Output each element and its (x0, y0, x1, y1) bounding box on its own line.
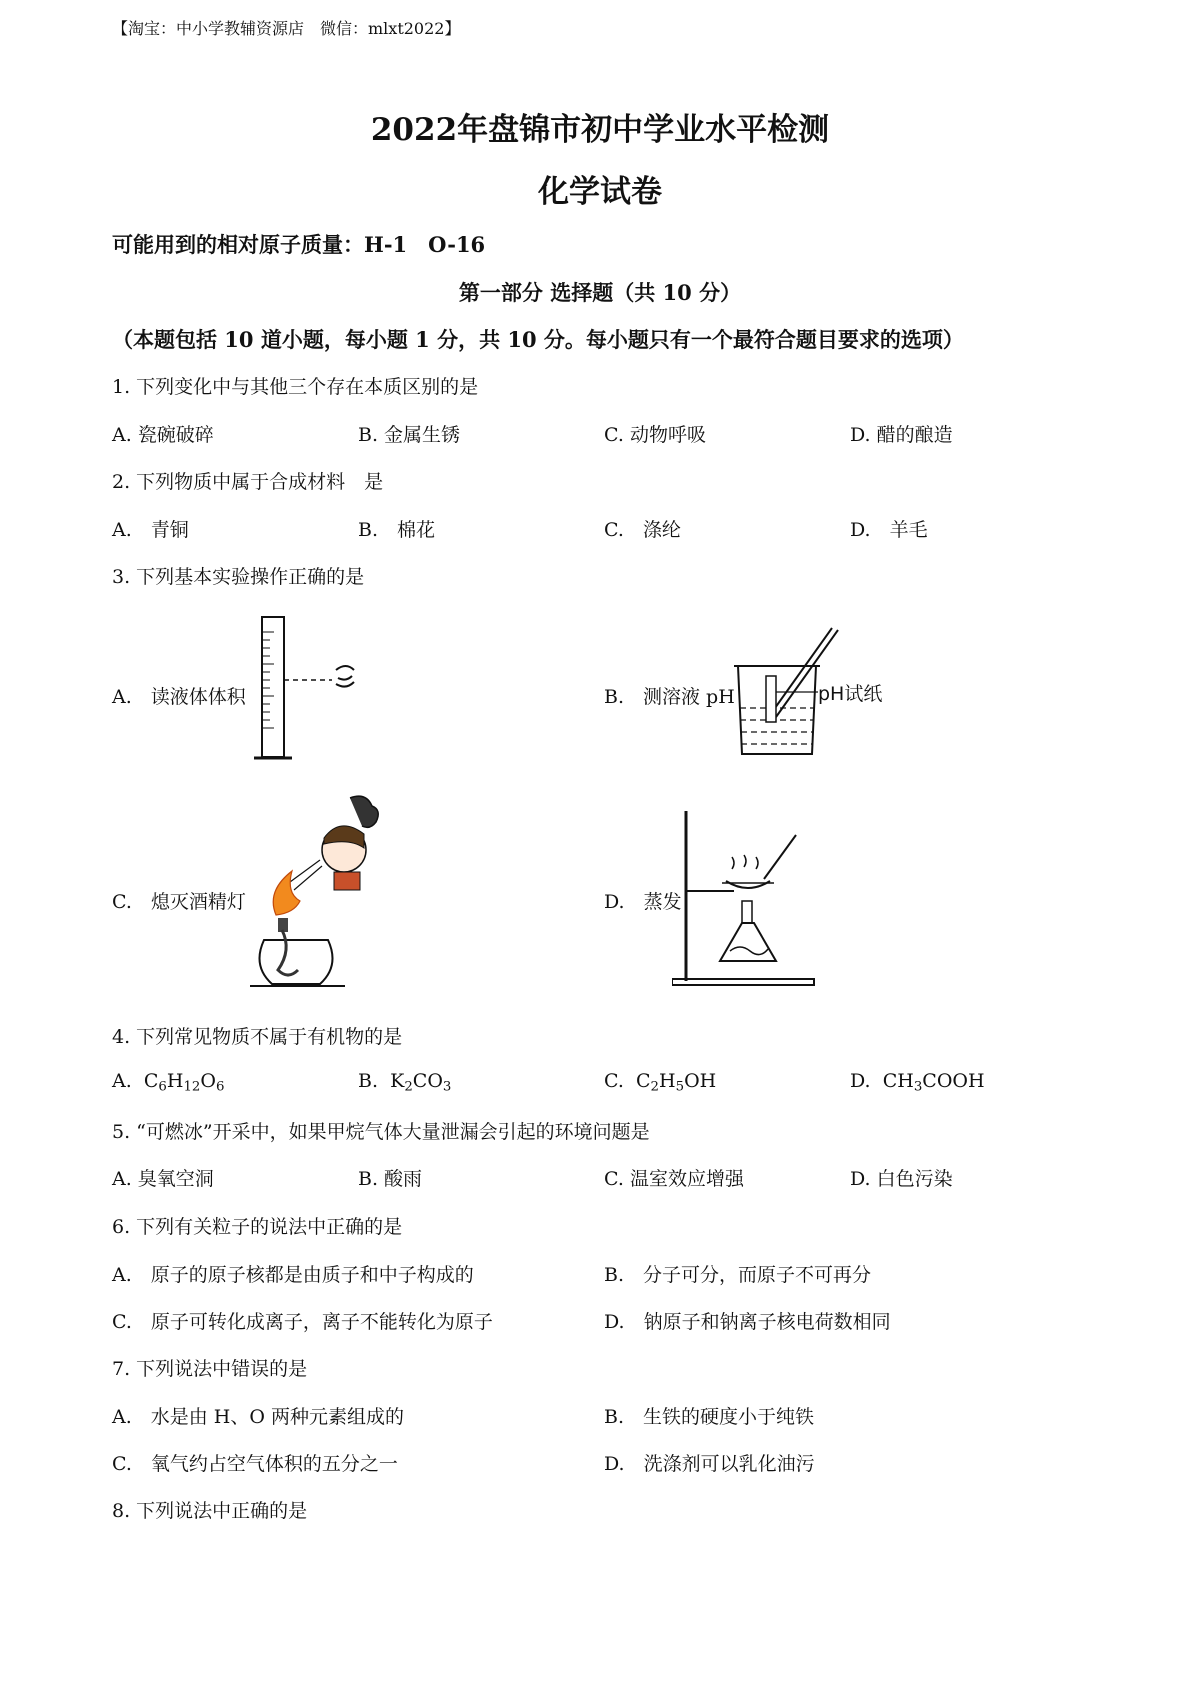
q1-option-d: D. 醋的酿造 (850, 424, 953, 446)
q6-option-c: C. 原子可转化成离子，离子不能转化为原子 (112, 1311, 493, 1333)
q1-option-a: A. 瓷碗破碎 (112, 424, 214, 446)
part1-title: 第一部分 选择题（共 10 分） (458, 280, 742, 305)
question-7-stem: 7. 下列说法中错误的是 (112, 1358, 308, 1380)
q6-option-d: D. 钠原子和钠离子核电荷数相同 (604, 1311, 891, 1333)
question-2-stem: 2. 下列物质中属于合成材料 是 (112, 471, 384, 493)
q1-option-b: B. 金属生锈 (358, 424, 461, 446)
ph-test-figure (730, 620, 920, 762)
q7-option-d: D. 洗涤剂可以乳化油污 (604, 1453, 815, 1475)
ph-paper-label: pH试纸 (818, 683, 883, 705)
header-note: 【淘宝：中小学教辅资源店 微信：mlxt2022】 (112, 19, 461, 38)
q6-option-b: B. 分子可分，而原子不可再分 (604, 1264, 872, 1286)
option-letter: A. (112, 1070, 132, 1092)
page-subtitle: 化学试卷 (538, 174, 662, 210)
q2-option-d: D. 羊毛 (850, 519, 928, 541)
question-1-stem: 1. 下列变化中与其他三个存在本质区别的是 (112, 376, 479, 398)
graduated-cylinder-figure (240, 612, 370, 767)
q3-option-b: B. 测溶液 pH (604, 686, 735, 708)
question-5-stem: 5. “可燃冰”开采中，如果甲烷气体大量泄漏会引起的环境问题是 (112, 1121, 650, 1143)
formula-acetic-acid: $CH_3COOH$ (882, 1070, 985, 1095)
page-title: 2022年盘锦市初中学业水平检测 (370, 112, 830, 148)
part1-instructions: （本题包括 10 道小题，每小题 1 分，共 10 分。每小题只有一个最符合题目要求的选项） (112, 327, 964, 352)
option-letter: D. (850, 1070, 871, 1092)
q7-option-c: C. 氧气约占空气体积的五分之一 (112, 1453, 398, 1475)
atomic-mass-note: 可能用到的相对原子质量：H-1 O-16 (112, 232, 486, 257)
question-8-stem: 8. 下列说法中正确的是 (112, 1500, 308, 1522)
q7-option-a: A. 水是由 H、O 两种元素组成的 (112, 1406, 404, 1428)
question-4-stem: 4. 下列常见物质不属于有机物的是 (112, 1026, 403, 1048)
q2-option-b: B. 棉花 (358, 519, 436, 541)
q4-option-d (850, 1070, 985, 1094)
q4-option-c (604, 1070, 716, 1094)
q5-option-c: C. 温室效应增强 (604, 1168, 744, 1190)
formula-glucose: $C_6H_{12}O_6$ (143, 1070, 225, 1095)
q2-option-c: C. 涤纶 (604, 519, 681, 541)
evaporation-figure (672, 805, 822, 990)
q4-option-a (112, 1070, 224, 1094)
q1-option-c: C. 动物呼吸 (604, 424, 706, 446)
q4-option-b (358, 1070, 451, 1094)
q3-option-c: C. 熄灭酒精灯 (112, 891, 246, 913)
question-6-stem: 6. 下列有关粒子的说法中正确的是 (112, 1216, 403, 1238)
q3-option-a: A. 读液体体积 (112, 686, 246, 708)
question-3-stem: 3. 下列基本实验操作正确的是 (112, 566, 365, 588)
q3-option-d: D. 蒸发 (604, 891, 682, 913)
alcohol-lamp-figure (250, 790, 400, 1000)
formula-potassium-carbonate: $K_2CO_3$ (390, 1070, 452, 1095)
q5-option-a: A. 臭氧空洞 (112, 1168, 214, 1190)
q6-option-a: A. 原子的原子核都是由质子和中子构成的 (112, 1264, 474, 1286)
q7-option-b: B. 生铁的硬度小于纯铁 (604, 1406, 815, 1428)
formula-ethanol: $C_2H_5OH$ (636, 1070, 717, 1095)
q5-option-d: D. 白色污染 (850, 1168, 953, 1190)
q5-option-b: B. 酸雨 (358, 1168, 423, 1190)
option-letter: B. (358, 1070, 379, 1092)
option-letter: C. (604, 1070, 624, 1092)
q2-option-a: A. 青铜 (112, 519, 189, 541)
